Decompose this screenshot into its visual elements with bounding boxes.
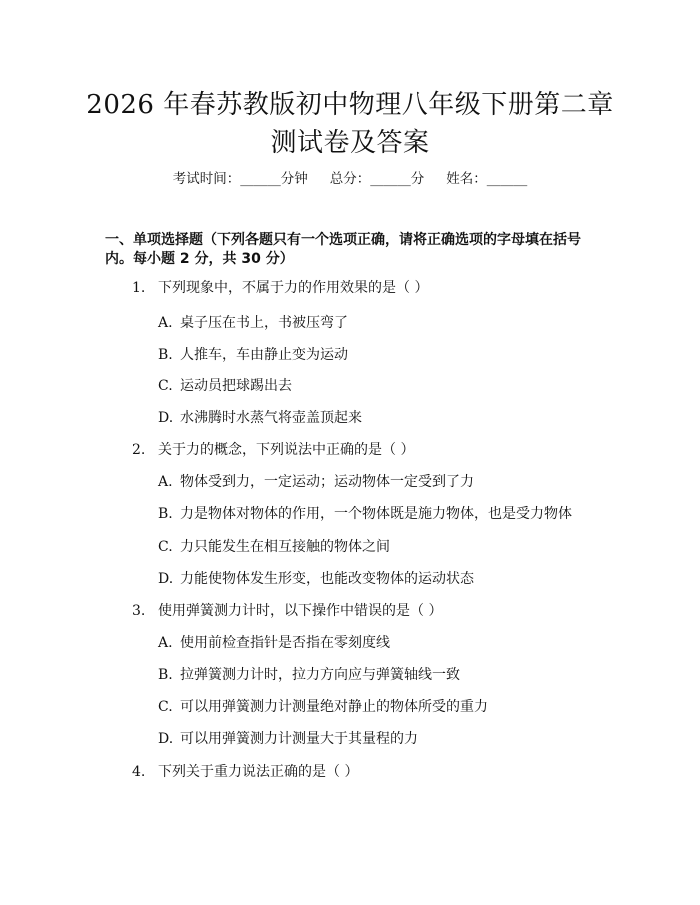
option-letter: C. xyxy=(158,699,173,715)
question-number: 1. xyxy=(132,280,146,296)
option-letter: B. xyxy=(158,667,173,683)
question-text: 下列关于重力说法正确的是（ ） xyxy=(158,764,359,780)
question-text: 使用弹簧测力计时，以下操作中错误的是（ ） xyxy=(158,603,443,619)
option-text: 力能使物体发生形变，也能改变物体的运动状态 xyxy=(180,571,474,587)
option-text: 人推车，车由静止变为运动 xyxy=(180,347,348,363)
option-text: 可以用弹簧测力计测量绝对静止的物体所受的重力 xyxy=(180,699,488,715)
time-blank: ______ xyxy=(240,171,281,187)
question-text: 下列现象中，不属于力的作用效果的是（ ） xyxy=(158,280,429,296)
score-blank: ______ xyxy=(370,171,411,187)
exam-title-line-2: 测试卷及答案 xyxy=(270,128,430,158)
option-text: 力是物体对物体的作用，一个物体既是施力物体，也是受力物体 xyxy=(180,506,572,522)
option-letter: A. xyxy=(158,635,173,651)
section-heading-line-1: 一、单项选择题（下列各题只有一个选项正确，请将正确选项的字母填在括号 xyxy=(105,232,581,248)
exam-title-line-1: 2026 年春苏教版初中物理八年级下册第二章 xyxy=(86,90,614,120)
option-text: 运动员把球踢出去 xyxy=(180,378,292,394)
question-number: 2. xyxy=(132,442,146,458)
option-text: 力只能发生在相互接触的物体之间 xyxy=(180,539,390,555)
time-label: 考试时间： xyxy=(172,171,241,187)
option-text: 桌子压在书上，书被压弯了 xyxy=(180,315,348,331)
option-letter: D. xyxy=(158,571,174,587)
name-blank: ______ xyxy=(486,171,528,187)
question-number: 3. xyxy=(132,603,146,619)
option-letter: D. xyxy=(158,410,174,426)
option-letter: A. xyxy=(158,474,173,490)
score-label: 总分： xyxy=(329,171,371,187)
option-letter: B. xyxy=(158,347,173,363)
option-text: 使用前检查指针是否指在零刻度线 xyxy=(180,635,390,651)
score-unit: 分 xyxy=(410,171,425,187)
option-letter: C. xyxy=(158,539,173,555)
option-letter: D. xyxy=(158,731,174,747)
option-text: 拉弹簧测力计时，拉力方向应与弹簧轴线一致 xyxy=(180,667,460,683)
exam-meta-row xyxy=(0,170,700,188)
option-letter: C. xyxy=(158,378,173,394)
option-text: 水沸腾时水蒸气将壶盖顶起来 xyxy=(180,410,362,426)
option-letter: A. xyxy=(158,315,173,331)
option-text: 可以用弹簧测力计测量大于其量程的力 xyxy=(180,731,418,747)
question-number: 4. xyxy=(132,764,146,780)
option-text: 物体受到力，一定运动；运动物体一定受到了力 xyxy=(180,474,474,490)
section-heading-line-2: 内。每小题 2 分，共 30 分） xyxy=(105,251,294,267)
name-label: 姓名： xyxy=(446,171,487,187)
option-letter: B. xyxy=(158,506,173,522)
question-text: 关于力的概念，下列说法中正确的是（ ） xyxy=(158,442,415,458)
time-unit: 分钟 xyxy=(280,171,308,187)
